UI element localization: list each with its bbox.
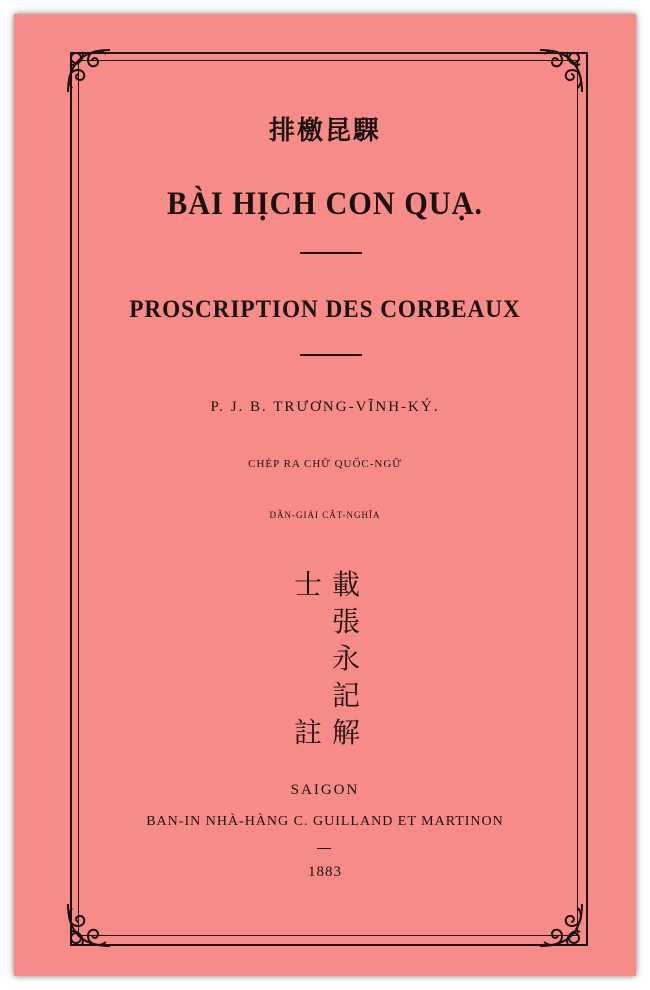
han-char: 註 — [294, 716, 323, 749]
han-char: 永 — [331, 642, 360, 675]
transcription-note: CHÉP RA CHỮ QUỐC-NGỮ — [248, 458, 402, 470]
author-name: P. J. B. TRƯƠNG-VĨNH-KÝ. — [210, 399, 440, 415]
corner-ornament-icon — [534, 898, 588, 952]
publication-city: SAIGON — [290, 782, 360, 798]
chinese-column-right — [328, 566, 364, 751]
publication-year: 1883 — [308, 864, 342, 880]
printer-name: BAN-IN NHÀ-HÀNG C. GUILLAND ET MARTINON — [146, 814, 504, 829]
han-char: 記 — [331, 679, 360, 712]
annotation-note: DẪN-GIẢI CẮT-NGHĨA — [269, 510, 381, 520]
main-title: BÀI HỊCH CON QUẠ. — [167, 186, 483, 222]
corner-ornament-icon — [534, 44, 588, 98]
han-char: 士 — [294, 568, 323, 601]
han-char: 張 — [331, 605, 360, 638]
book-cover — [14, 14, 636, 976]
chinese-title: 排檄昆騍 — [268, 116, 381, 146]
corner-ornament-icon — [62, 898, 116, 952]
han-char: 載 — [331, 568, 360, 601]
han-char: 解 — [331, 716, 360, 749]
french-subtitle: PROSCRIPTION DES CORBEAUX — [129, 296, 521, 323]
corner-ornament-icon — [62, 44, 116, 98]
title-divider — [300, 252, 362, 254]
subtitle-divider — [300, 354, 362, 356]
separator-dash — [317, 848, 331, 849]
